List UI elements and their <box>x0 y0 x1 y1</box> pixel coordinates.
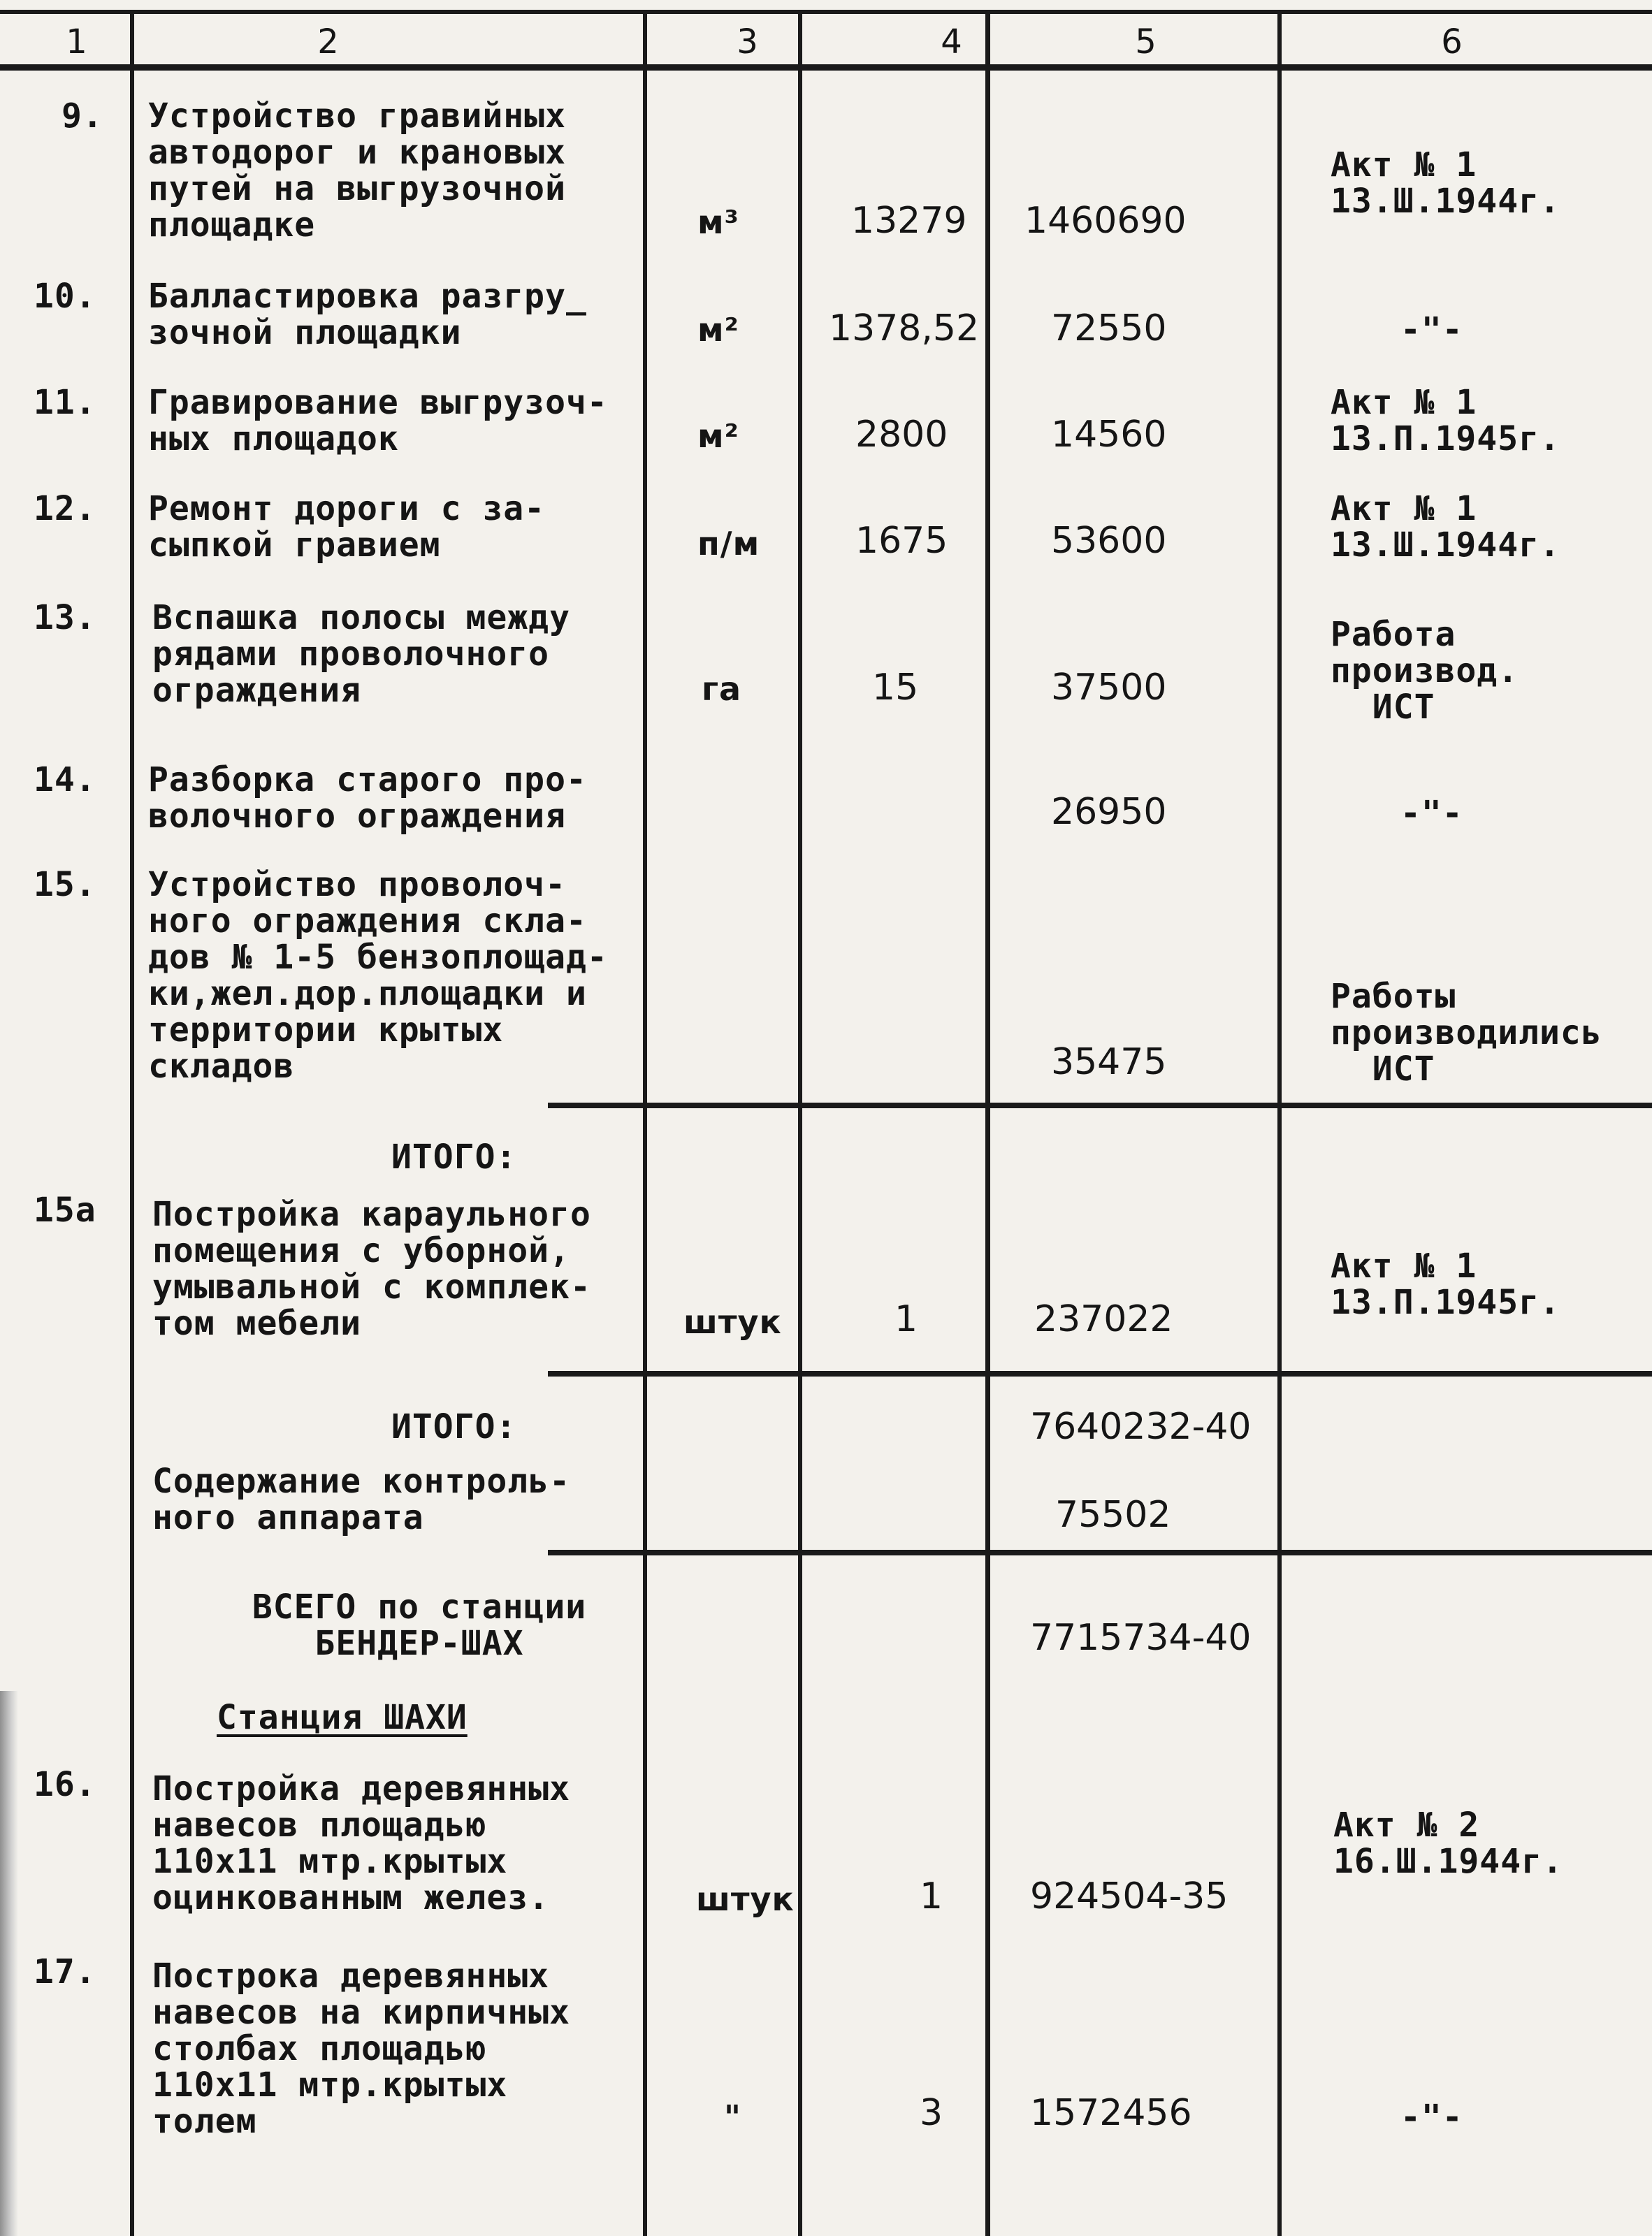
grand-total-label: ВСЕГО по станции БЕНДЕР-ШАХ <box>252 1588 587 1663</box>
row-quantity: 2800 <box>855 414 948 456</box>
row-unit: м³ <box>697 203 739 241</box>
col-header-4: 4 <box>941 22 963 61</box>
row-description: Гравирование выгрузоч- ных площадок <box>148 383 608 458</box>
control-label: Содержание контроль- ного аппарата <box>152 1462 570 1537</box>
scan-shadow <box>0 1691 18 2236</box>
row-note: -"- <box>1400 794 1463 833</box>
row-sum: 924504-35 <box>1030 1875 1229 1917</box>
header-top-rule <box>0 10 1652 14</box>
row-unit: штук <box>696 1880 795 1918</box>
row-number: 12. <box>34 489 96 528</box>
row-sum: 237022 <box>1034 1298 1173 1340</box>
row-note: Акт № 2 16.Ш.1944г. <box>1333 1806 1563 1881</box>
col-divider-5 <box>1277 10 1282 2236</box>
row-note: Работы производились ИСТ <box>1331 977 1602 1089</box>
row-quantity: 1378,52 <box>829 307 980 349</box>
row-sum: 14560 <box>1051 414 1167 456</box>
row-description: Вспашка полосы между рядами проволочного ограждения <box>152 598 570 710</box>
total-sum: 7640232-40 <box>1030 1406 1252 1448</box>
subtotal-rule <box>548 1371 1652 1377</box>
col-divider-1 <box>130 10 134 2236</box>
row-sum: 35475 <box>1051 1041 1167 1083</box>
row-note: Акт № 1 13.П.1945г. <box>1331 383 1560 458</box>
row-number: 10. <box>34 277 96 316</box>
row-unit: штук <box>683 1303 782 1341</box>
row-sum: 72550 <box>1051 307 1167 349</box>
row-number: 15. <box>34 865 96 904</box>
row-unit: п/м <box>697 525 760 562</box>
row-sum: 1460690 <box>1024 200 1187 242</box>
row-description: Ремонт дороги с за- сыпкой гравием <box>148 489 546 565</box>
row-sum: 1572456 <box>1030 2092 1192 2134</box>
row-number: 17. <box>34 1952 96 1991</box>
row-note: -"- <box>1400 310 1463 349</box>
row-unit: м² <box>697 311 739 349</box>
subtotal-rule <box>548 1103 1652 1108</box>
row-quantity: 13279 <box>851 200 967 242</box>
row-quantity: 15 <box>872 667 919 709</box>
col-header-6: 6 <box>1441 22 1463 61</box>
row-note: -"- <box>1400 2098 1463 2137</box>
station-heading: Станция ШАХИ <box>217 1698 468 1737</box>
row-number: 14. <box>34 760 96 799</box>
col-header-5: 5 <box>1135 22 1157 61</box>
row-number: 16. <box>34 1765 96 1804</box>
row-description: Постройка деревянных навесов площадью 110х11 мтр.крытых оцинкованным желез. <box>152 1769 570 1917</box>
row-quantity: 1675 <box>855 520 948 562</box>
grand-total-rule <box>548 1550 1652 1555</box>
col-header-3: 3 <box>737 22 759 61</box>
row-description: Разборка старого про- волочного ограждения <box>148 760 587 836</box>
row-description: Постройка караульного помещения с уборной, умывальной с комплек- том мебели <box>152 1195 591 1343</box>
col-divider-3 <box>798 10 802 2236</box>
row-description: Балластировка разгру_ зочной площадки <box>148 277 587 352</box>
grand-total-sum: 7715734-40 <box>1030 1617 1252 1659</box>
col-divider-4 <box>985 10 990 2236</box>
row-note: Акт № 1 13.Ш.1944г. <box>1331 145 1560 221</box>
row-unit: " <box>724 2098 741 2136</box>
row-unit: м² <box>697 417 739 455</box>
control-sum: 75502 <box>1055 1494 1171 1536</box>
row-note: Акт № 1 13.П.1945г. <box>1331 1247 1560 1322</box>
col-header-1: 1 <box>66 22 88 61</box>
row-number: 15а <box>34 1191 96 1230</box>
row-description: Построка деревянных навесов на кирпичных столбах площадью 110х11 мтр.крытых толем <box>152 1956 570 2141</box>
row-note: Акт № 1 13.Ш.1944г. <box>1331 489 1560 565</box>
subtotal-label: ИТОГО: <box>391 1138 517 1177</box>
row-quantity: 3 <box>920 2092 943 2134</box>
row-quantity: 1 <box>894 1298 918 1340</box>
total-label: ИТОГО: <box>391 1407 517 1446</box>
row-quantity: 1 <box>920 1875 943 1917</box>
row-sum: 26950 <box>1051 791 1167 833</box>
row-description: Устройство проволоч- ного ограждения скла- дов № 1-5 бензоплощад- ки,жел.дор.площадки и территории крытых складов <box>148 865 608 1086</box>
row-number: 11. <box>34 383 96 422</box>
col-divider-2 <box>643 10 647 2236</box>
col-header-2: 2 <box>317 22 340 61</box>
row-number: 9. <box>61 96 103 136</box>
row-sum: 53600 <box>1051 520 1167 562</box>
row-sum: 37500 <box>1051 667 1167 709</box>
row-number: 13. <box>34 598 96 637</box>
row-description: Устройство гравийных автодорог и крановых путей на выгрузочной площадке <box>148 96 566 245</box>
row-unit: га <box>702 670 742 708</box>
row-note: Работа производ. ИСТ <box>1331 615 1519 727</box>
header-bottom-rule <box>0 64 1652 71</box>
